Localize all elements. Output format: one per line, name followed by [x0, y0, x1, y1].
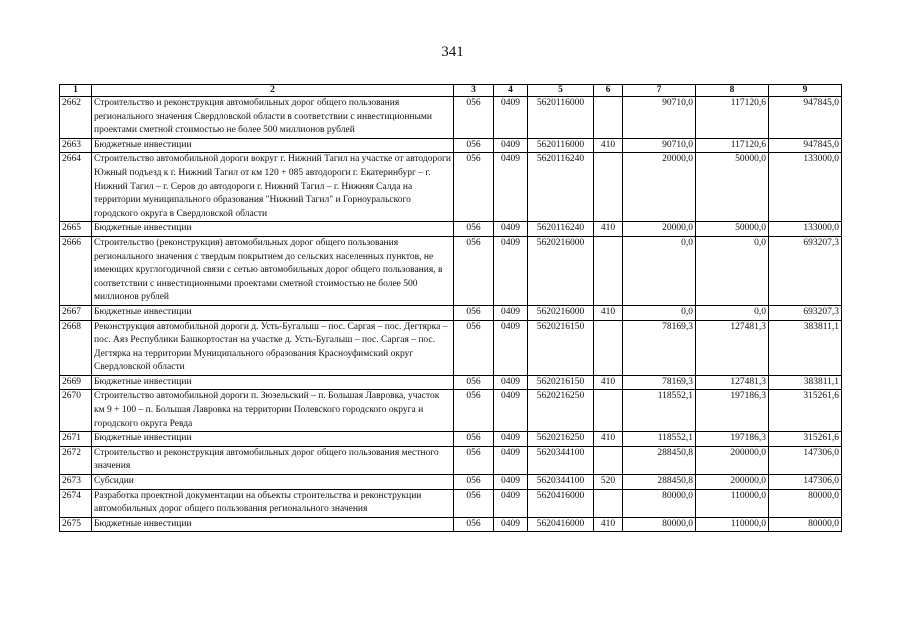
row-name: Строительство автомобильной дороги п. Зюзельский – п. Большая Лавровка, участок км 9 + 100 – п. Большая Лавровка на территории Полевского городского округа и городского округа Ревда	[92, 390, 454, 432]
budget-table	[59, 84, 842, 532]
row-value-col7: 80000,0	[623, 517, 696, 532]
row-section-code: 0409	[494, 390, 528, 432]
row-value-col8: 110000,0	[696, 517, 769, 532]
row-value-col7: 20000,0	[623, 222, 696, 237]
row-number: 2675	[60, 517, 92, 532]
row-value-col9: 147306,0	[769, 475, 842, 490]
page-number: 341	[441, 44, 464, 60]
row-expense-type	[594, 446, 623, 474]
row-number: 2667	[60, 305, 92, 320]
row-name: Бюджетные инвестиции	[92, 517, 454, 532]
row-ministry-code: 056	[454, 475, 494, 490]
row-value-col7: 80000,0	[623, 489, 696, 517]
row-name: Реконструкция автомобильной дороги д. Усть-Бугалыш – пос. Саргая – пос. Дегтярка – пос. Аяз Республики Башкортостан на участке д. Усть-Бугалыш – пос. Саргая – пос. Дегтярка на территории Муниципального образования Красноуфимский округ Свердловской области	[92, 320, 454, 375]
table-row	[60, 446, 842, 474]
row-expense-type	[594, 390, 623, 432]
row-number: 2672	[60, 446, 92, 474]
header-col-2: 2	[92, 85, 454, 97]
row-name: Строительство и реконструкция автомобильных дорог общего пользования местного значения	[92, 446, 454, 474]
row-value-col8: 127481,3	[696, 375, 769, 390]
row-target-code: 5620216250	[528, 390, 594, 432]
row-number: 2668	[60, 320, 92, 375]
row-value-col7: 78169,3	[623, 375, 696, 390]
table-row	[60, 375, 842, 390]
header-row	[60, 85, 842, 97]
row-number: 2674	[60, 489, 92, 517]
row-value-col9: 80000,0	[769, 517, 842, 532]
row-ministry-code: 056	[454, 390, 494, 432]
table-row	[60, 432, 842, 447]
row-value-col8: 197186,3	[696, 390, 769, 432]
row-target-code: 5620116240	[528, 222, 594, 237]
table-row	[60, 153, 842, 222]
row-ministry-code: 056	[454, 320, 494, 375]
row-value-col7: 90710,0	[623, 97, 696, 139]
row-target-code: 5620216000	[528, 305, 594, 320]
row-section-code: 0409	[494, 489, 528, 517]
row-value-col9: 693207,3	[769, 305, 842, 320]
row-ministry-code: 056	[454, 222, 494, 237]
row-value-col9: 693207,3	[769, 236, 842, 305]
row-expense-type: 520	[594, 475, 623, 490]
row-number: 2670	[60, 390, 92, 432]
row-value-col9: 383811,1	[769, 375, 842, 390]
table-row	[60, 390, 842, 432]
row-target-code: 5620344100	[528, 475, 594, 490]
row-expense-type: 410	[594, 305, 623, 320]
row-name: Строительство автомобильной дороги вокруг г. Нижний Тагил на участке от автодороги Южный подъезд к г. Нижний Тагил от км 120 + 085 автодороги г. Екатеринбург – г. Нижний Тагил – г. Серов до автодороги г. Нижний Тагил – г. Нижняя Салда на территории муниципального образования "Нижний Тагил" и Горноуральского городского округа в Свердловской области	[92, 153, 454, 222]
row-value-col9: 147306,0	[769, 446, 842, 474]
row-value-col8: 0,0	[696, 305, 769, 320]
row-expense-type: 410	[594, 375, 623, 390]
row-target-code: 5620216250	[528, 432, 594, 447]
table-row	[60, 320, 842, 375]
row-value-col9: 383811,1	[769, 320, 842, 375]
row-value-col8: 50000,0	[696, 222, 769, 237]
row-expense-type	[594, 97, 623, 139]
row-target-code: 5620416000	[528, 517, 594, 532]
table-row	[60, 97, 842, 139]
header-col-1: 1	[60, 85, 92, 97]
header-col-5: 5	[528, 85, 594, 97]
header-col-9: 9	[769, 85, 842, 97]
header-col-6: 6	[594, 85, 623, 97]
row-number: 2673	[60, 475, 92, 490]
row-section-code: 0409	[494, 97, 528, 139]
row-section-code: 0409	[494, 432, 528, 447]
row-target-code: 5620116000	[528, 97, 594, 139]
row-ministry-code: 056	[454, 236, 494, 305]
row-value-col8: 117120,6	[696, 97, 769, 139]
row-section-code: 0409	[494, 236, 528, 305]
table-row	[60, 236, 842, 305]
row-expense-type	[594, 236, 623, 305]
row-value-col9: 947845,0	[769, 138, 842, 153]
table-row	[60, 138, 842, 153]
row-value-col8: 110000,0	[696, 489, 769, 517]
row-value-col9: 315261,6	[769, 432, 842, 447]
row-value-col9: 133000,0	[769, 222, 842, 237]
row-value-col8: 197186,3	[696, 432, 769, 447]
row-expense-type: 410	[594, 222, 623, 237]
row-target-code: 5620216150	[528, 320, 594, 375]
row-ministry-code: 056	[454, 97, 494, 139]
row-ministry-code: 056	[454, 138, 494, 153]
row-number: 2669	[60, 375, 92, 390]
row-value-col8: 200000,0	[696, 475, 769, 490]
row-value-col8: 117120,6	[696, 138, 769, 153]
row-name: Бюджетные инвестиции	[92, 222, 454, 237]
row-expense-type: 410	[594, 432, 623, 447]
row-section-code: 0409	[494, 305, 528, 320]
row-section-code: 0409	[494, 517, 528, 532]
row-section-code: 0409	[494, 320, 528, 375]
row-value-col8: 127481,3	[696, 320, 769, 375]
table-row	[60, 489, 842, 517]
row-name: Разработка проектной документации на объекты строительства и реконструкции автомобильных дорог общего пользования регионального значения	[92, 489, 454, 517]
row-value-col7: 20000,0	[623, 153, 696, 222]
header-col-3: 3	[454, 85, 494, 97]
row-number: 2666	[60, 236, 92, 305]
row-value-col7: 78169,3	[623, 320, 696, 375]
row-value-col8: 50000,0	[696, 153, 769, 222]
row-target-code: 5620416000	[528, 489, 594, 517]
row-ministry-code: 056	[454, 517, 494, 532]
row-value-col7: 118552,1	[623, 432, 696, 447]
row-target-code: 5620216000	[528, 236, 594, 305]
row-ministry-code: 056	[454, 446, 494, 474]
row-name: Бюджетные инвестиции	[92, 432, 454, 447]
row-value-col7: 118552,1	[623, 390, 696, 432]
table-row	[60, 305, 842, 320]
row-value-col7: 0,0	[623, 305, 696, 320]
row-ministry-code: 056	[454, 432, 494, 447]
header-col-8: 8	[696, 85, 769, 97]
row-value-col8: 200000,0	[696, 446, 769, 474]
row-ministry-code: 056	[454, 305, 494, 320]
row-value-col7: 288450,8	[623, 446, 696, 474]
row-name: Строительство (реконструкция) автомобильных дорог общего пользования регионального значения с твердым покрытием до сельских населенных пунктов, не имеющих круглогодичной связи с сетью автомобильных дорог общего пользования, в соответствии с инвестиционными проектами сметной стоимостью не более 500 миллионов рублей	[92, 236, 454, 305]
table-row	[60, 517, 842, 532]
row-number: 2671	[60, 432, 92, 447]
row-value-col9: 315261,6	[769, 390, 842, 432]
row-name: Бюджетные инвестиции	[92, 305, 454, 320]
row-name: Бюджетные инвестиции	[92, 375, 454, 390]
row-section-code: 0409	[494, 138, 528, 153]
row-ministry-code: 056	[454, 153, 494, 222]
row-value-col7: 288450,8	[623, 475, 696, 490]
header-col-4: 4	[494, 85, 528, 97]
row-section-code: 0409	[494, 375, 528, 390]
row-number: 2664	[60, 153, 92, 222]
row-expense-type	[594, 153, 623, 222]
row-value-col9: 80000,0	[769, 489, 842, 517]
row-number: 2665	[60, 222, 92, 237]
row-number: 2663	[60, 138, 92, 153]
row-section-code: 0409	[494, 153, 528, 222]
row-number: 2662	[60, 97, 92, 139]
table-row	[60, 222, 842, 237]
row-target-code: 5620344100	[528, 446, 594, 474]
header-col-7: 7	[623, 85, 696, 97]
row-value-col7: 90710,0	[623, 138, 696, 153]
row-target-code: 5620116240	[528, 153, 594, 222]
table-row	[60, 475, 842, 490]
row-section-code: 0409	[494, 222, 528, 237]
row-ministry-code: 056	[454, 489, 494, 517]
row-expense-type: 410	[594, 517, 623, 532]
table-body	[60, 97, 842, 532]
row-expense-type	[594, 320, 623, 375]
row-target-code: 5620216150	[528, 375, 594, 390]
row-expense-type	[594, 489, 623, 517]
row-expense-type: 410	[594, 138, 623, 153]
row-section-code: 0409	[494, 475, 528, 490]
row-target-code: 5620116000	[528, 138, 594, 153]
row-value-col7: 0,0	[623, 236, 696, 305]
row-value-col9: 947845,0	[769, 97, 842, 139]
row-section-code: 0409	[494, 446, 528, 474]
row-name: Бюджетные инвестиции	[92, 138, 454, 153]
row-name: Строительство и реконструкция автомобильных дорог общего пользования регионального значения Свердловской области в соответствии с инвестиционными проектами сметной стоимостью не более 500 миллионов рублей	[92, 97, 454, 139]
row-value-col8: 0,0	[696, 236, 769, 305]
row-value-col9: 133000,0	[769, 153, 842, 222]
row-ministry-code: 056	[454, 375, 494, 390]
row-name: Субсидии	[92, 475, 454, 490]
